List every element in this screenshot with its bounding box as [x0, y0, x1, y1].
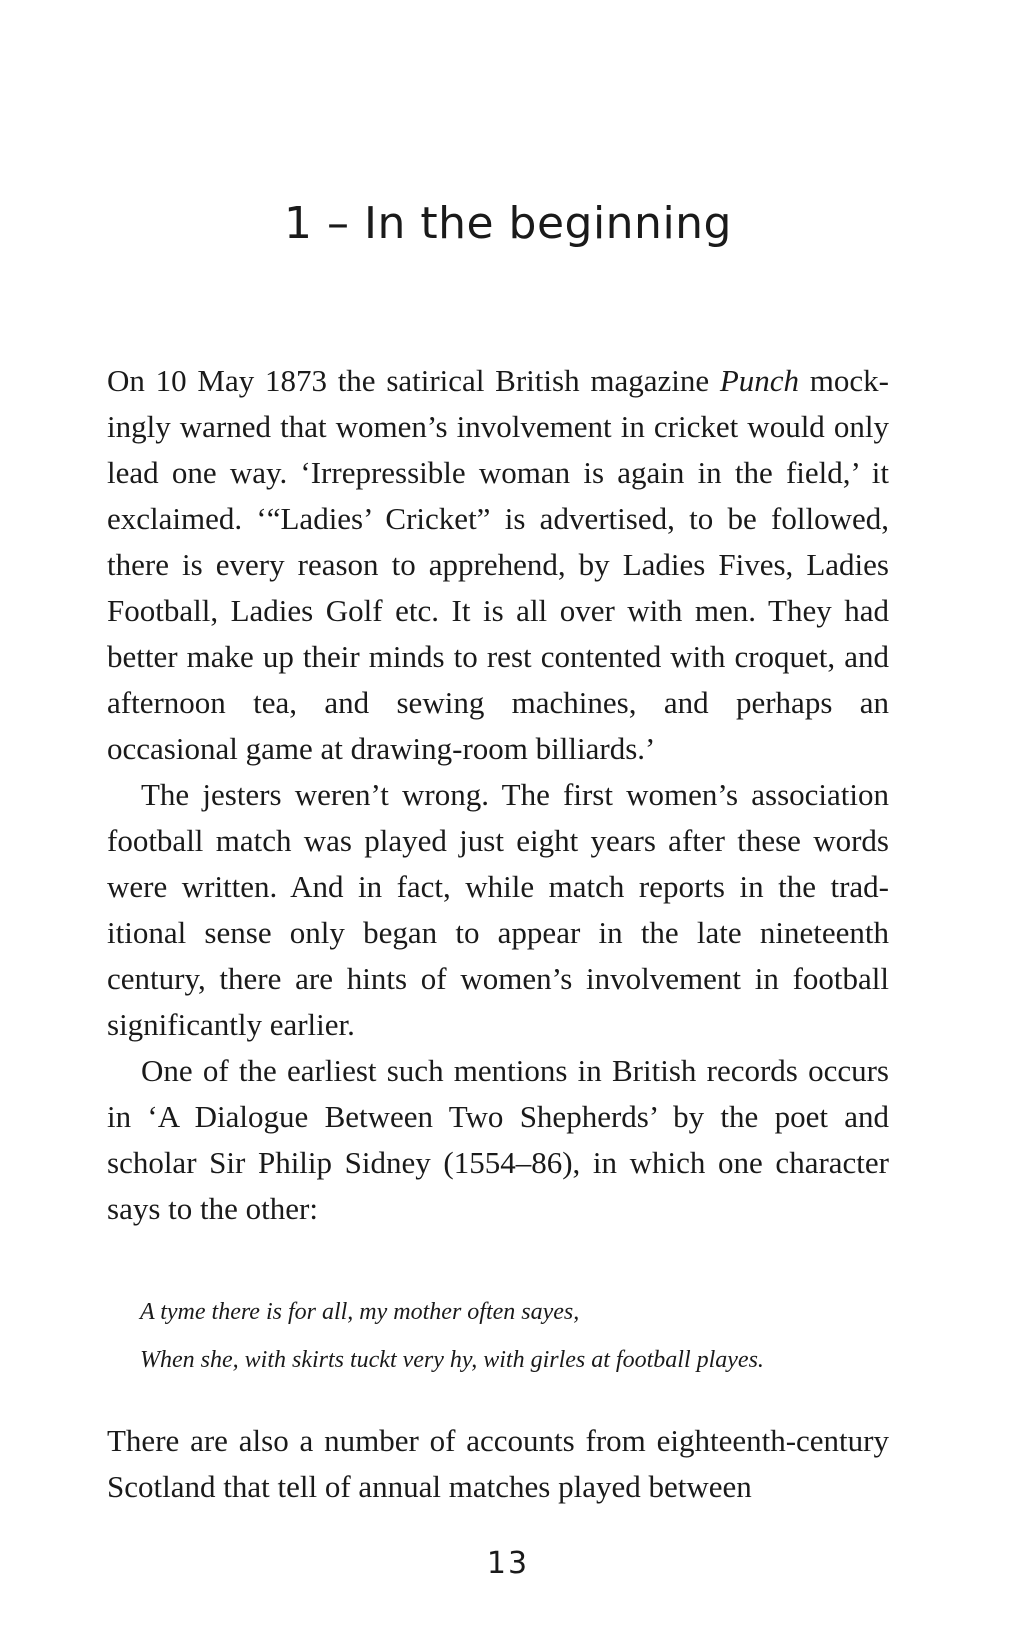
verse-line-2: When she, with skirts tuckt very hy, with girles at football playes.: [140, 1347, 764, 1373]
paragraph-punch: [107, 358, 889, 772]
chapter-title: 1 – In the beginning: [284, 198, 732, 249]
magazine-title: Punch: [719, 363, 800, 398]
verse-quote: [140, 1288, 764, 1384]
paragraph-sidney: One of the earliest such mentions in British records occurs in ‘A Dialogue Between Two Shepherds’ by the poet and scholar Sir Philip Sidney (1554–86), in which one character says to the other:: [107, 1053, 889, 1226]
paragraph-scotland: There are also a number of accounts from eighteenth-century Scotland that tell of annual matches played between: [107, 1423, 889, 1504]
paragraph-jesters: The jesters weren’t wrong. The first women’s association football match was played just eight years after these words were written. And in fact, while match reports in the trad-itional sense only began to appear in the late nineteenth century, there are hints of women’s involvement in football significantly earlier.: [107, 777, 889, 1042]
verse-line-1: A tyme there is for all, my mother often sayes,: [140, 1299, 580, 1325]
page-number: 13: [486, 1546, 530, 1581]
paragraph-text: On 10 May 1873 the satirical British magazine: [107, 363, 720, 398]
paragraph-text: mock-ingly warned that women’s involvement in cricket would only lead one way. ‘Irrepressible woman is again in the field,’ it exclaimed. ‘“Ladies’ Cricket” is advertised, to be followed, there is every reason to apprehend, by Ladies Fives, Ladies Football, Ladies Golf etc. It is all over with men. They had better make up their minds to rest contented with croquet, and afternoon tea, and sewing machines, and perhaps an occasional game at drawing-room billiards.’: [107, 363, 889, 766]
